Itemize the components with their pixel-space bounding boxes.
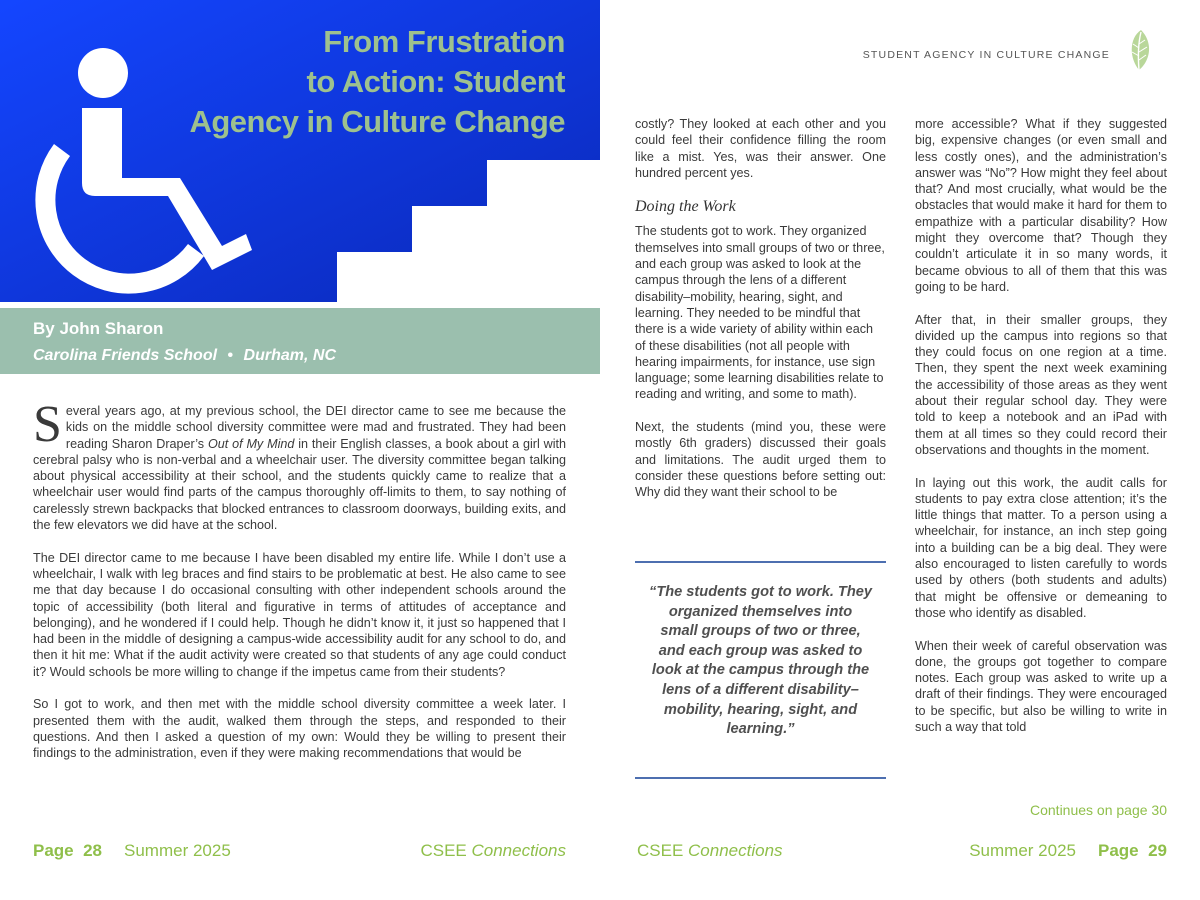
right-magazine-name bbox=[637, 840, 783, 862]
paragraph: So I got to work, and then met with the middle school diversity committee a week later. I presented them with the audit, walked them through the steps, and responded to their questions. And then I asked a question of my own: Would they be willing to present their findings to the administration, even if they were making recommendations that would be bbox=[33, 697, 566, 761]
paragraph: more accessible? What if they suggested big, expensive changes (or even small and less costly ones), and the administration’s answer was “No”? How might they feel about that? And most crucially, what would be the obstacles that would make it hard for them to empathize with a particular disability? How might they overcome that? Though they couldn’t articulate it in so many words, it became obvious to all of them that this was going to be hard. bbox=[915, 117, 1167, 294]
pull-quote-text: “The students got to work. They organized themselves into small groups of two or three, and each group was asked to look at the campus through the lens of a different disability–mobility, hearing, sight, and learning.” bbox=[649, 584, 872, 738]
left-page-number bbox=[33, 840, 102, 862]
school-city: Durham, NC bbox=[243, 347, 336, 364]
left-magazine-name bbox=[420, 840, 566, 862]
paragraph-text: everal years ago, at my previous school, the DEI director came to see me because the kids on the middle school diversity committee were mad and frustrated. They had been reading Sharon Draper’s bbox=[65, 404, 566, 451]
paragraph: The DEI director came to me because I have been disabled my entire life. While I don’t use a wheelchair, I walk with leg braces and find stairs to be problematic at best. He also came to see me that day because I do occasional consulting with other independent schools around the topic of accessibility (both literal and figurative in terms of attitudes of acceptance and belonging), and he wondered if I could help. Though he didn’t know it, it just so happened that I had been in the middle of designing a campus-wide accessibility audit for any school to do, and then it hit me: What if the audit activity were created so that students of any age could conduct it? Would schools be more willing to change if the impetus came from their students? bbox=[33, 550, 566, 679]
author-affiliation bbox=[33, 343, 600, 369]
pull-quote bbox=[635, 561, 886, 779]
paragraph: costly? They looked at each other and you could feel their confidence filling the room like a mist. Yes, was their answer. One hundred percent yes. bbox=[635, 117, 886, 180]
page-number: 28 bbox=[83, 841, 103, 860]
author-name: By John Sharon bbox=[33, 319, 164, 338]
leaf-logo-icon bbox=[1127, 28, 1153, 72]
drop-cap: S bbox=[33, 396, 62, 453]
running-head: STUDENT AGENCY IN CULTURE CHANGE bbox=[862, 49, 1110, 61]
right-page-number bbox=[1098, 840, 1167, 862]
column-one bbox=[635, 116, 886, 517]
page-label: Page bbox=[33, 841, 74, 860]
title-line: From Frustration bbox=[323, 24, 565, 59]
separator-bullet: • bbox=[227, 347, 234, 364]
book-title: Out of My Mind bbox=[207, 436, 295, 451]
left-body-text bbox=[33, 396, 567, 778]
byline-bar bbox=[0, 308, 600, 374]
paragraph bbox=[33, 396, 567, 533]
section-heading: Doing the Work bbox=[635, 198, 736, 216]
column-two bbox=[915, 116, 1167, 752]
page-label: Page bbox=[1097, 841, 1139, 860]
right-season: Summer 2025 bbox=[969, 841, 1076, 860]
paragraph: Next, the students (mind you, these were mostly 6th graders) discussed their goals and limitations. The audit urged them to consider these questions before setting out: Why did they want their school to be bbox=[635, 420, 886, 500]
hero-banner bbox=[0, 0, 600, 302]
magazine-suffix: Connections bbox=[471, 841, 566, 860]
left-season: Summer 2025 bbox=[124, 841, 231, 860]
article-title bbox=[185, 22, 565, 142]
paragraph: After that, in their smaller groups, they divided up the campus into regions so that they could focus on one region at a time. Then, they spent the next week examining the accessibility of those areas as they went about their regular school day. They were told to keep a notebook and an iPad with them at all times so they could record their observations and thoughts in the moment. bbox=[915, 312, 1167, 457]
paragraph: When their week of careful observation was done, the groups got together to compare notes. Each group was asked to write up a draft of their findings. They were encouraged to be specific, but also be willing to write in such a way that told bbox=[915, 638, 1167, 734]
paragraph: The students got to work. They organized themselves into small groups of two or three, and each group was asked to look at the campus through the lens of a different disability–mobility, hearing, sight, and learning. They needed to be mindful that there is a wide variety of ability within each of these disabilities (not all people with hearing impairments, for instance, use sign language; some learning disabilities relate to reading and writing, and some to math). bbox=[635, 224, 885, 402]
paragraph: In laying out this work, the audit calls for students to pay extra close attention; it’s the little things that matter. To a person using a wheelchair, for instance, an inch step going into a building can be a big deal. They were also encouraged to listen carefully to words used by others (both students and adults) that might be offensive or demeaning to those who identify as disabled. bbox=[915, 475, 1167, 620]
magazine-prefix: CSEE bbox=[420, 841, 467, 860]
continues-note: Continues on page 30 bbox=[1030, 802, 1167, 818]
school-name: Carolina Friends School bbox=[33, 347, 218, 364]
title-line: Agency in Culture Change bbox=[189, 104, 565, 139]
title-line: to Action: Student bbox=[306, 64, 565, 99]
page-number: 29 bbox=[1148, 841, 1167, 860]
magazine-suffix: Connections bbox=[688, 841, 783, 860]
paragraph-text: in their English classes, a book about a girl with cerebral palsy who is non-verbal and a wheelchair user. The diversity committee began talking about physical accessibility at their school, and the students quickly came to realize that a wheelchair user would find parts of the campus thoroughly off-limits to them, to say nothing of carelessly strewn backpacks that blocked entrances to classroom doorways, building exits, and the few elevators we did have at the school. bbox=[33, 436, 567, 533]
magazine-prefix: CSEE bbox=[637, 841, 684, 860]
